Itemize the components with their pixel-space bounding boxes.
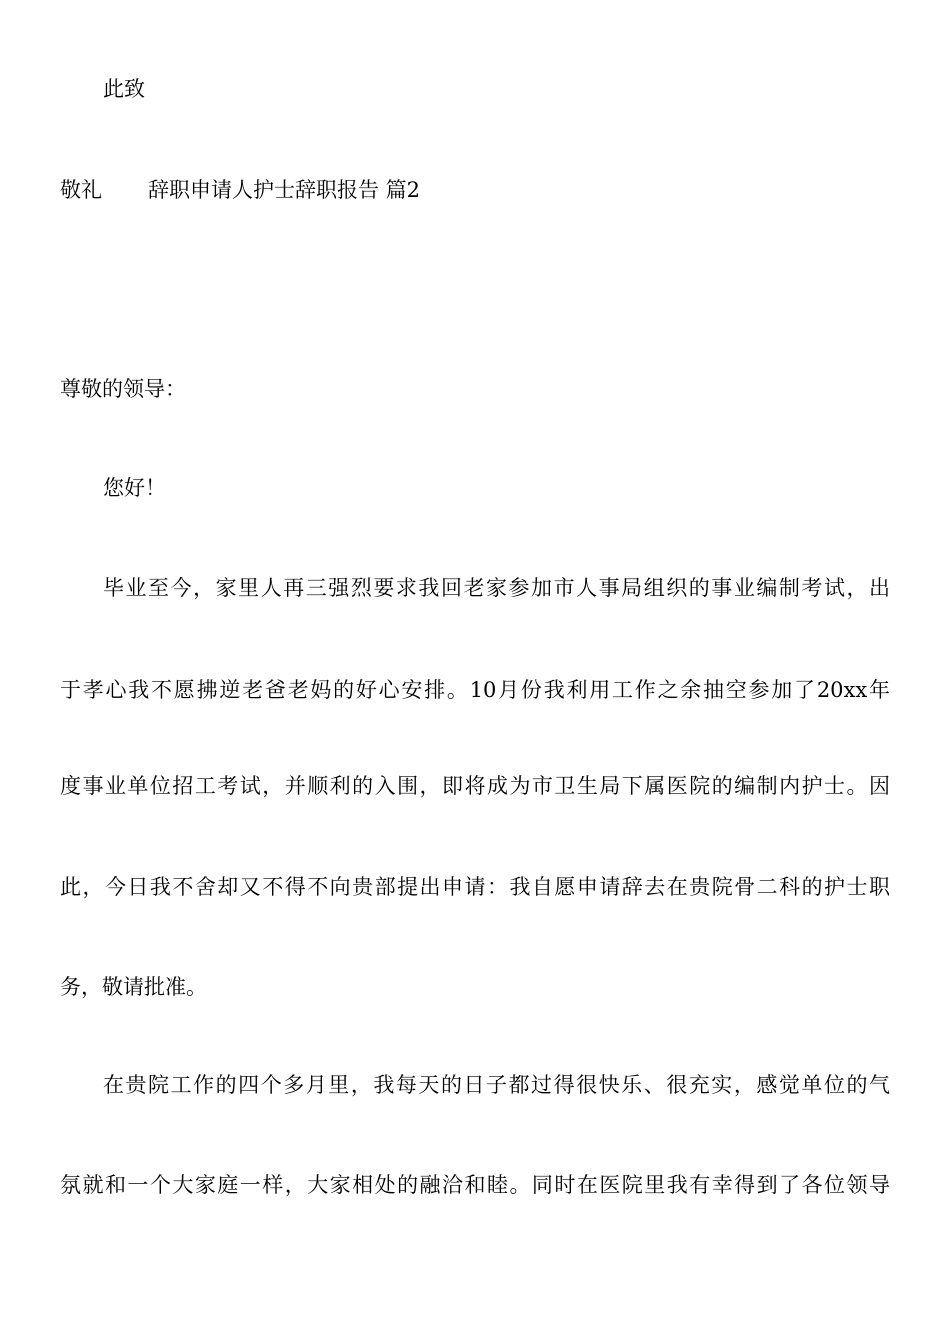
section-title: 辞职申请人护士辞职报告 篇2 bbox=[148, 178, 421, 202]
paragraph-2-line-2: 氛就和一个大家庭一样，大家相处的融洽和睦。同时在医院里我有幸得到了各位领导 bbox=[60, 1173, 890, 1197]
paragraph-1-line-3: 度事业单位招工考试，并顺利的入围，即将成为市卫生局下属医院的编制内护士。因 bbox=[60, 774, 890, 798]
paragraph-2-line-1: 在贵院工作的四个多月里，我每天的日子都过得很快乐、很充实，感觉单位的气 bbox=[103, 1073, 890, 1097]
paragraph-1-line-4: 此，今日我不舍却又不得不向贵部提出申请：我自愿申请辞去在贵院骨二科的护士职 bbox=[60, 875, 890, 899]
salutation: 尊敬的领导： bbox=[60, 377, 186, 401]
paragraph-1-line-1: 毕业至今，家里人再三强烈要求我回老家参加市人事局组织的事业编制考试，出 bbox=[103, 576, 890, 600]
paragraph-1-line-2: 于孝心我不愿拂逆老爸老妈的好心安排。10月份我利用工作之余抽空参加了20xx年 bbox=[60, 678, 890, 702]
greeting: 您好！ bbox=[103, 476, 166, 500]
paragraph-1-line-5: 务，敬请批准。 bbox=[60, 975, 207, 999]
closing-cizhi: 此致 bbox=[103, 77, 145, 101]
closing-jingli: 敬礼 bbox=[60, 178, 102, 202]
